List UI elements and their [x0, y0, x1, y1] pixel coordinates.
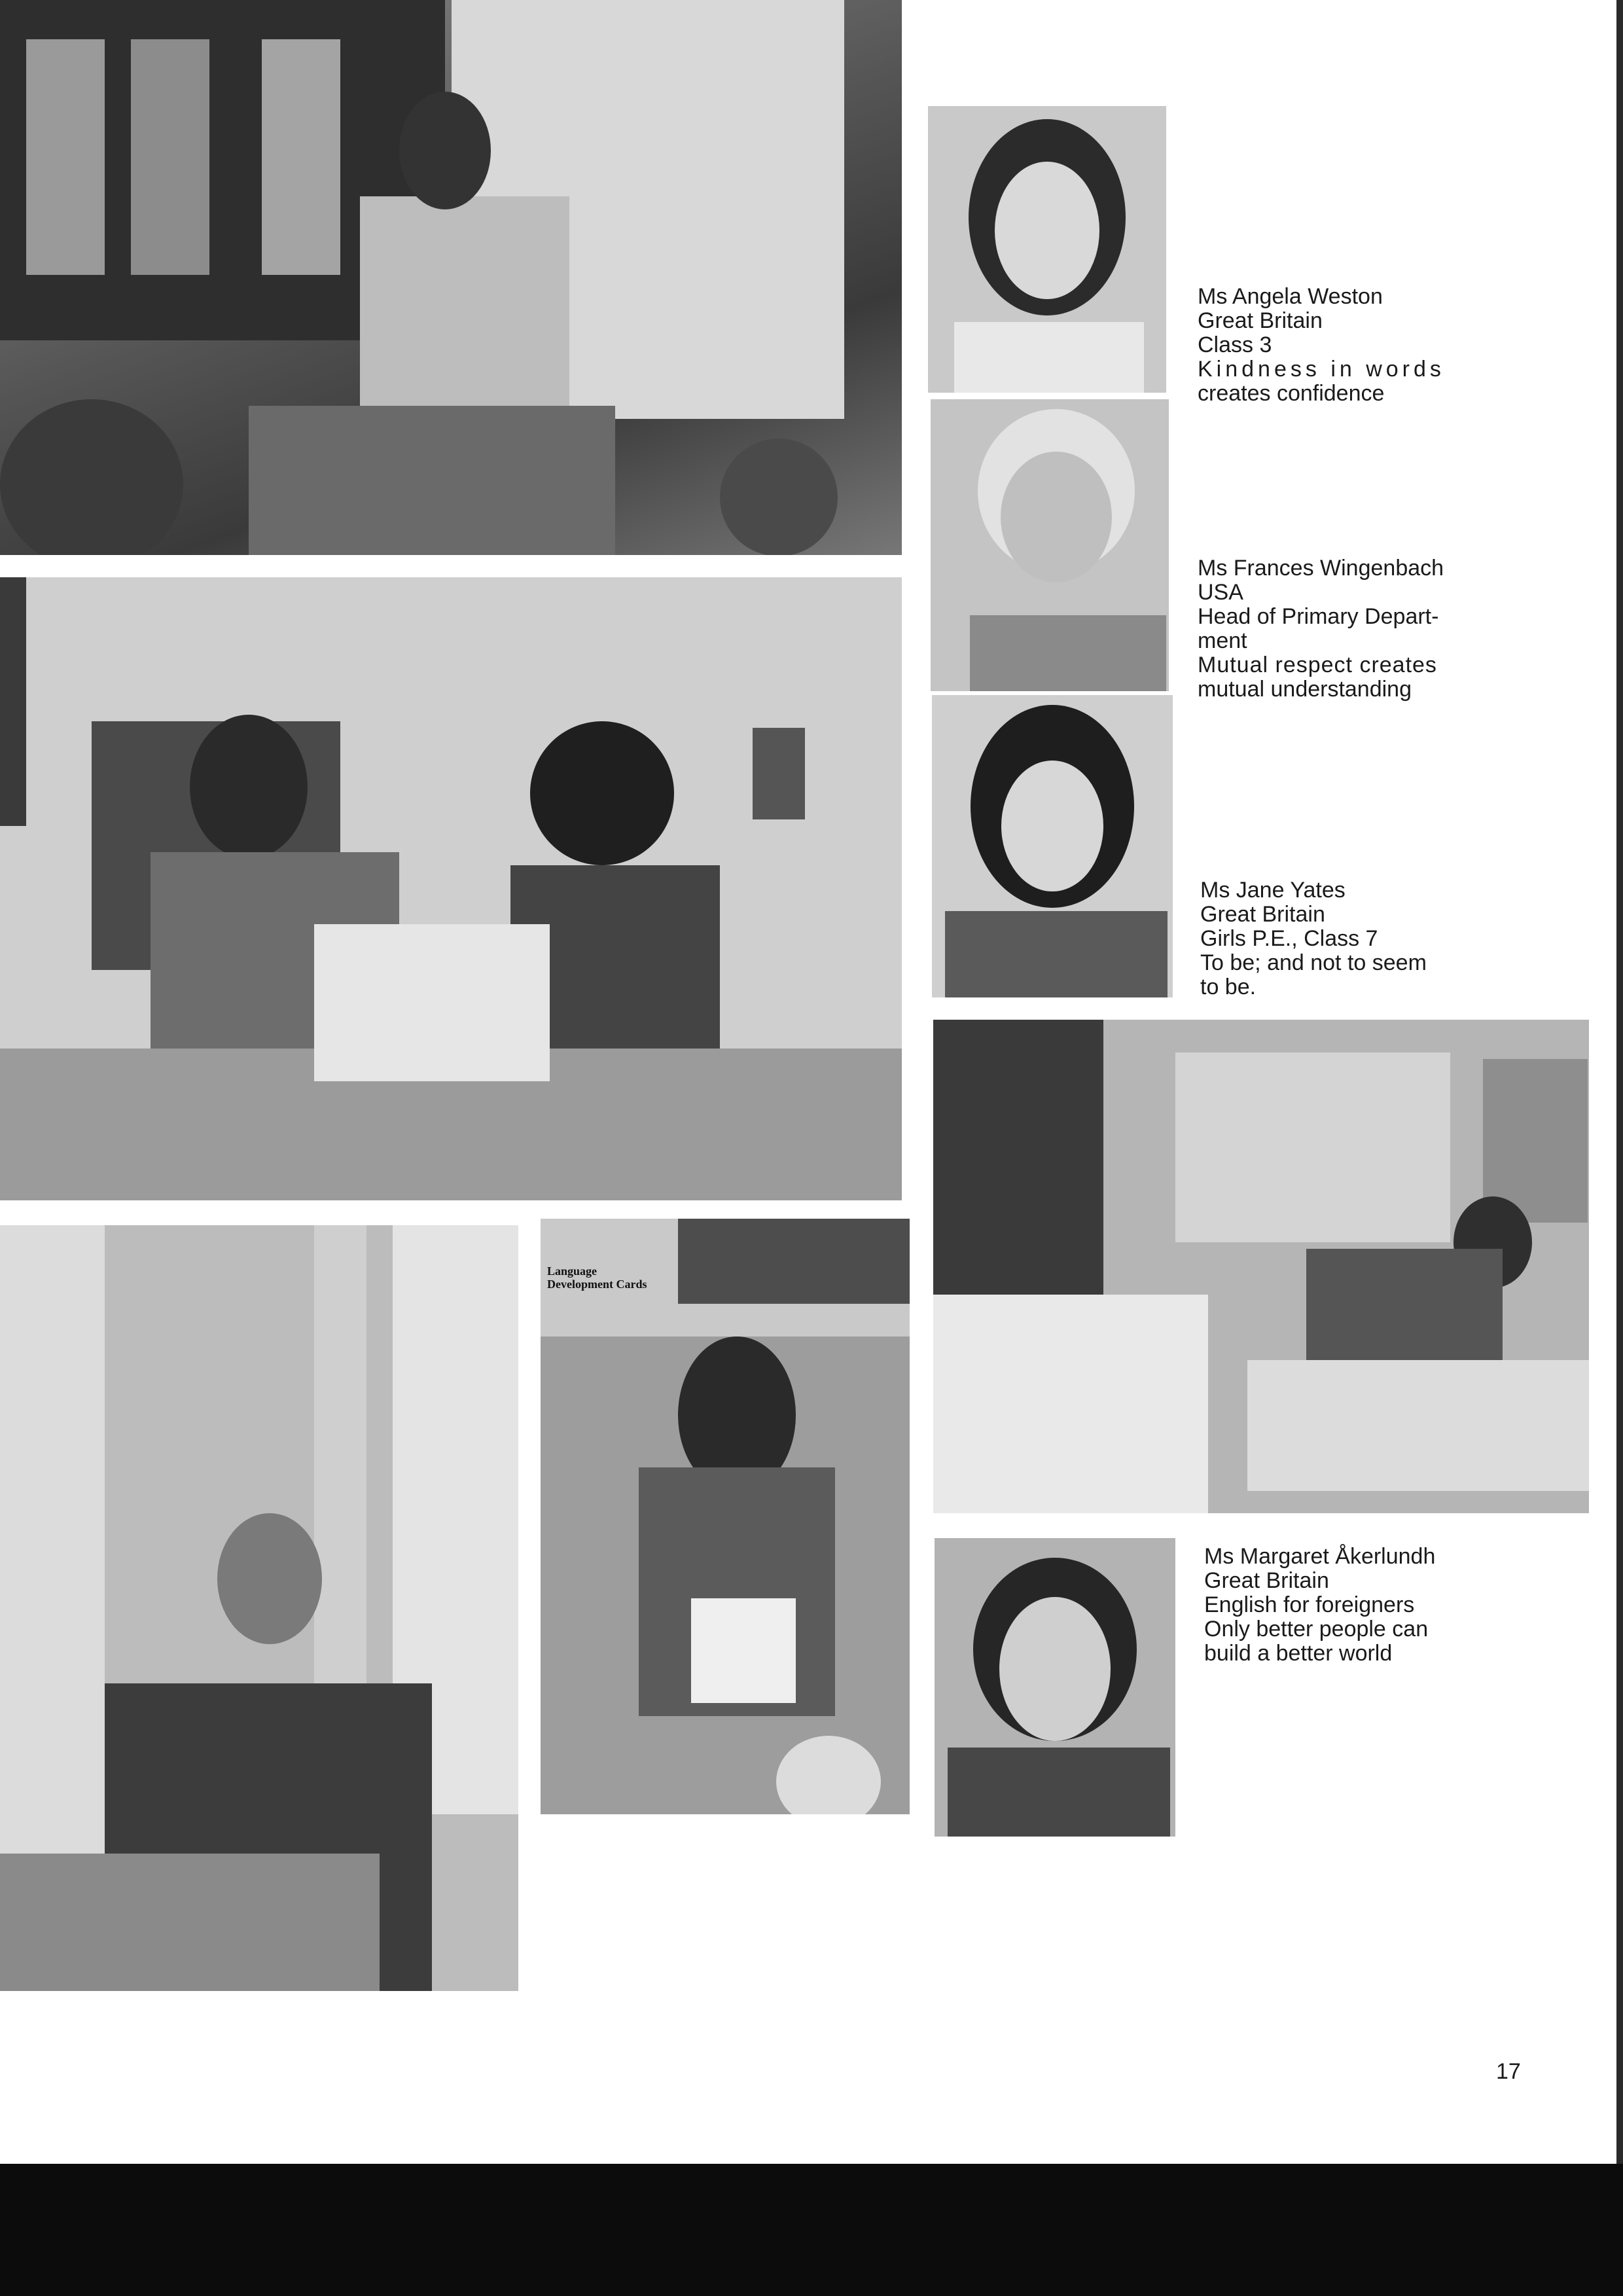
portrait-frances-wingenbach — [931, 399, 1169, 691]
caption-angela-weston — [1198, 285, 1445, 406]
classroom-photo-floor-drawing — [933, 1020, 1589, 1513]
classroom-photo-man-reading — [0, 1225, 518, 1991]
staff-role: Girls P.E., Class 7 — [1200, 926, 1378, 951]
staff-name: Ms Margaret Åkerlundh — [1204, 1544, 1436, 1569]
staff-country: USA — [1198, 580, 1243, 605]
staff-motto-line: build a better world — [1204, 1641, 1393, 1666]
staff-motto-line: Only better people can — [1204, 1617, 1429, 1641]
page-number: 17 — [1496, 2059, 1521, 2084]
staff-motto-line: mutual understanding — [1198, 677, 1412, 702]
classroom-photo-reading-secrets — [0, 577, 902, 1200]
staff-motto-line: Mutual respect creates — [1198, 653, 1437, 677]
language-cards-label — [547, 1265, 647, 1291]
staff-role: English for foreigners — [1204, 1592, 1415, 1617]
staff-role-line: ment — [1198, 628, 1247, 653]
page-edge-shadow — [1616, 0, 1623, 2164]
staff-name: Ms Jane Yates — [1200, 878, 1346, 903]
staff-motto-line: To be; and not to seem — [1200, 950, 1427, 975]
portrait-margaret-akerlundh — [935, 1538, 1175, 1837]
portrait-jane-yates — [932, 695, 1173, 997]
scan-bottom-band — [0, 2164, 1623, 2296]
classroom-photo-language-cards — [541, 1219, 910, 1814]
staff-role: Class 3 — [1198, 332, 1272, 357]
caption-jane-yates — [1200, 878, 1427, 999]
staff-country: Great Britain — [1204, 1568, 1329, 1593]
caption-frances-wingenbach — [1198, 556, 1444, 702]
staff-motto-line: to be. — [1200, 975, 1257, 999]
language-cards-label-line2: Development Cards — [547, 1278, 647, 1291]
staff-country: Great Britain — [1198, 308, 1323, 333]
staff-name: Ms Angela Weston — [1198, 284, 1383, 309]
staff-country: Great Britain — [1200, 902, 1325, 927]
caption-margaret-akerlundh — [1204, 1545, 1435, 1666]
staff-motto-line: creates confidence — [1198, 381, 1385, 406]
staff-name: Ms Frances Wingenbach — [1198, 556, 1444, 581]
classroom-photo-teacher-reading — [0, 0, 902, 555]
staff-role-line: Head of Primary Depart- — [1198, 604, 1439, 629]
portrait-angela-weston — [928, 106, 1166, 393]
staff-motto-line: Kindness in words — [1198, 357, 1445, 382]
language-cards-label-line1: Language — [547, 1265, 597, 1278]
